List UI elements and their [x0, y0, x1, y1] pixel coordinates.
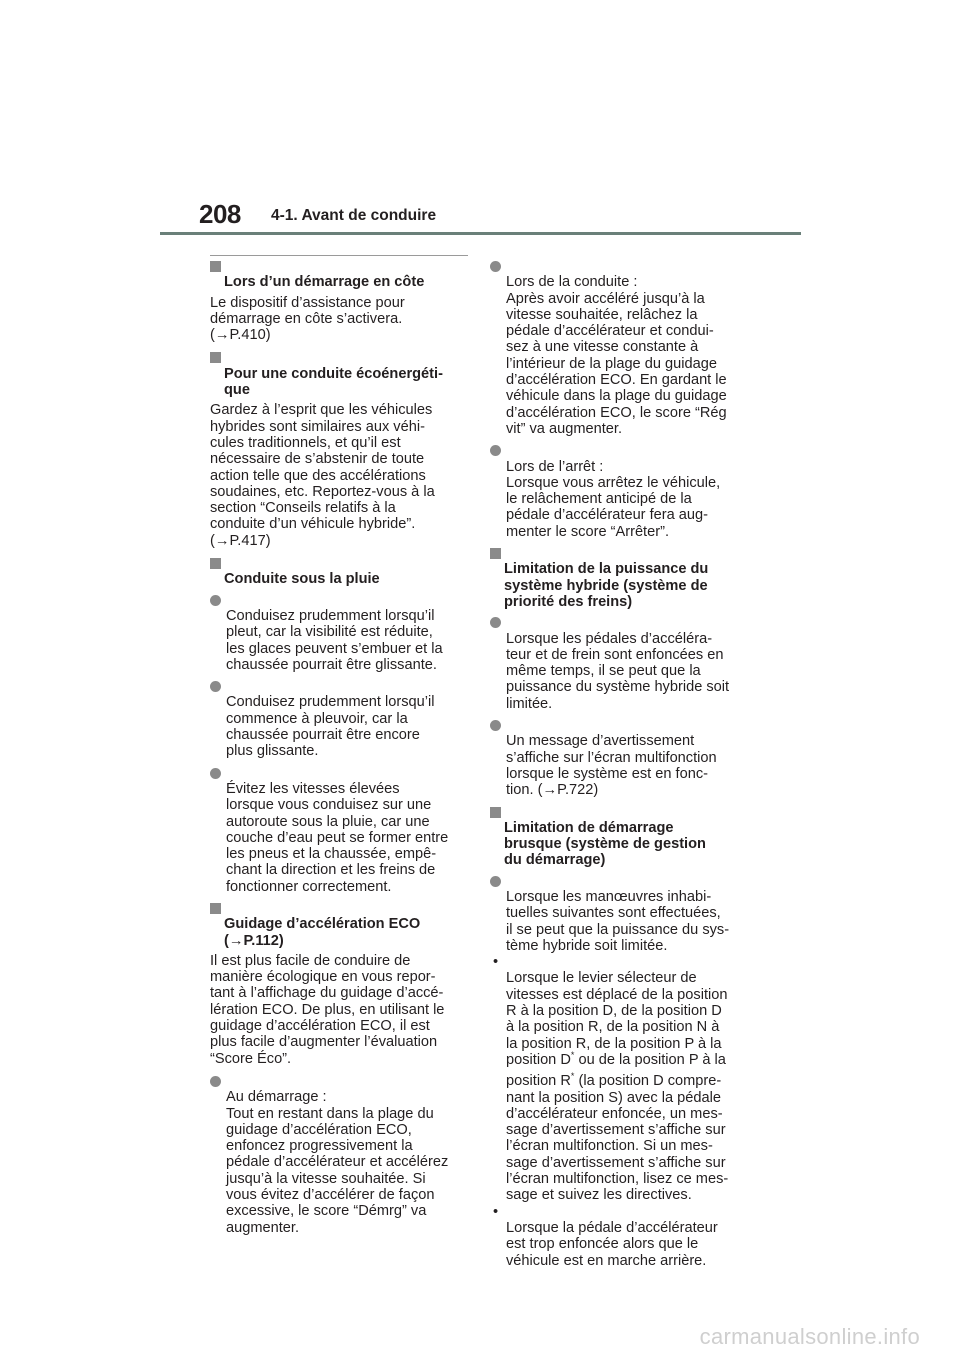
dot-bullet-icon: • [493, 954, 499, 971]
square-bullet-icon [210, 558, 221, 569]
list-item-text: Conduisez prudemment lorsqu’il commence à pleuvoir, car la chaussée pourrait être encore plus glissante. [226, 694, 435, 760]
list-item [210, 1073, 470, 1236]
sub-list-item [490, 954, 752, 1068]
column-rule [210, 255, 468, 256]
watermark: carmanualsonline.info [699, 1324, 920, 1349]
section-heading-drive-start-control [490, 804, 752, 869]
list-item-text: Lorsque les pédales d’accéléra- teur et de frein sont enfoncées en même temps, il se peut que la puissance du système hybride soit limitée. [506, 630, 730, 712]
list-item-text: Un message d’avertissement s’affiche sur l’écran multifonction lorsque le système est en fonc- tion. (→P.722) [506, 733, 717, 799]
list-item-text: Évitez les vitesses élevées lorsque vous conduisez sur une autoroute sous la pluie, car une couche d’eau peut se former entre les pneus et la chaussée, empê- chant la direction et les freins de fonctionner correctement. [226, 780, 449, 895]
sub-list-item [490, 1204, 752, 1269]
square-bullet-icon [490, 807, 501, 818]
circle-bullet-icon [490, 445, 501, 456]
square-bullet-icon [210, 352, 221, 363]
square-bullet-icon [210, 261, 221, 272]
right-column [490, 258, 752, 1269]
page-number: 208 [199, 199, 241, 229]
list-item [490, 873, 752, 954]
sub-list-item-continuation [490, 1073, 752, 1089]
section-heading-hill-start [210, 258, 470, 291]
paragraph: Gardez à l’esprit que les véhicules hybrides sont similaires aux véhi- cules traditionnels, et qu’il est nécessaire de s’abstenir de toute action telle que des accélérations soudaines, etc. Reportez-vous à la section “Conseils relatifs à la conduite d’un véhicule hybride”. (→P.417) [210, 402, 435, 549]
circle-bullet-icon [210, 681, 221, 692]
heading-text: Limitation de démarrage brusque (système de gestion du démarrage) [504, 819, 706, 869]
sub-item-text: Lorsque la pédale d’accélérateur est trop enfoncée alors que le véhicule est en marche arrière. [506, 1219, 718, 1269]
circle-bullet-icon [490, 617, 501, 628]
square-bullet-icon [210, 903, 221, 914]
dot-bullet-icon: • [493, 1203, 499, 1220]
square-bullet-icon [490, 548, 501, 559]
list-item [490, 717, 752, 798]
circle-bullet-icon [210, 768, 221, 779]
heading-text: Conduite sous la pluie [224, 571, 380, 588]
circle-bullet-icon [210, 1076, 221, 1087]
list-item-text: Lors de la conduite : Après avoir accéléré jusqu’à la vitesse souhaitée, relâchez la pédale d’accélérateur et condui- sez à une vitesse constante à l’intérieur de la plage du guidage d’accélération ECO. En gardant le véhicule dans la plage du guidage d’accélération ECO, le score “Rég vit” va augmenter. [506, 274, 727, 437]
circle-bullet-icon [210, 595, 221, 606]
section-heading-rain [210, 555, 470, 588]
list-item [210, 592, 470, 673]
heading-text: Lors d’un démarrage en côte [224, 274, 425, 291]
list-item [210, 678, 470, 759]
header-rule [160, 232, 801, 235]
sub-item-text: (la position D compre- [574, 1073, 722, 1090]
circle-bullet-icon [490, 876, 501, 887]
list-item [490, 258, 752, 437]
sub-list-item-continuation: nant la position S) avec la pédale d’accélérateur enfoncée, un mes- sage d’avertissement s’affiche sur l’écran multifonction. Si un mes- sage d’avertissement s’affiche sur l’écran multifonction, lisez ce mes- sage et suivez les directives. [506, 1089, 729, 1204]
footnote-mark: * [570, 1050, 575, 1061]
footnote-mark: * [570, 1071, 575, 1082]
heading-text: Guidage d’accélération ECO (→P.112) [224, 916, 421, 949]
sub-item-text: ou de la position P à la [574, 1051, 726, 1068]
sub-item-text: Lorsque le levier sélecteur de vitesses est déplacé de la position R à la position D, de la position D à la position R, de la position N à la position R, de la position P à la position D [506, 970, 728, 1068]
heading-text: Limitation de la puissance du système hybride (système de priorité des freins) [504, 561, 709, 610]
chapter-title: 4-1. Avant de conduire [271, 207, 437, 224]
sub-item-text: position R [506, 1073, 571, 1090]
section-heading-eco-driving [210, 349, 470, 398]
paragraph: Il est plus facile de conduire de manière écologique en vous repor- tant à l’affichage du guidage d’accé- lération ECO. De plus, en utilisant le guidage d’accélération ECO, il est plus facile d’augmenter l’évaluation “Score Éco”. [210, 952, 445, 1067]
section-heading-eco-guidance [210, 900, 470, 949]
section-heading-brake-override [490, 545, 752, 610]
list-item-text: Lors de l’arrêt : Lorsque vous arrêtez le véhicule, le relâchement anticipé de la pédale d’accélérateur fera aug- menter le score “Arrêter”. [506, 458, 721, 540]
list-item-text: Conduisez prudemment lorsqu’il pleut, car la visibilité est réduite, les glaces peuvent s’embuer et la chaussée pourrait être glissante. [226, 607, 443, 673]
circle-bullet-icon [490, 261, 501, 272]
left-column [210, 258, 470, 1241]
list-item [490, 442, 752, 540]
list-item-text: Au démarrage : Tout en restant dans la plage du guidage d’accélération ECO, enfoncez progressivement la pédale d’accélérateur et accélérez jusqu’à la vitesse souhaitée. Si vous évitez d’accélérer de façon excessive, le score “Démrg” va augmenter. [226, 1089, 449, 1236]
paragraph: Le dispositif d’assistance pour démarrage en côte s’activera. (→P.410) [210, 294, 405, 344]
circle-bullet-icon [490, 720, 501, 731]
list-item [490, 614, 752, 712]
list-item [210, 765, 470, 895]
heading-text: Pour une conduite écoénergéti- que [224, 365, 443, 399]
list-item-text: Lorsque les manœuvres inhabi- tuelles suivantes sont effectuées, il se peut que la puissance du sys- tème hybride soit limitée. [506, 888, 730, 954]
